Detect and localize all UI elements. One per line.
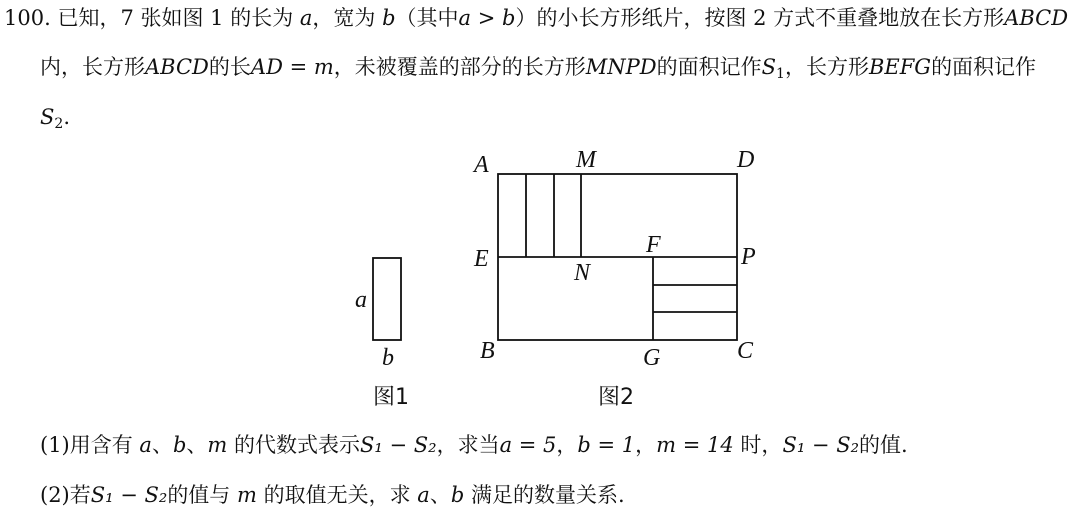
problem-number: 100 bbox=[4, 6, 45, 30]
vertex-N: N bbox=[574, 260, 591, 286]
problem-line-3: $S_2$. bbox=[40, 105, 70, 132]
vertex-A: A bbox=[474, 152, 489, 178]
vertex-C: C bbox=[737, 338, 754, 364]
label-a: a bbox=[355, 287, 367, 313]
vertex-F: F bbox=[646, 232, 661, 258]
problem-line-2: 内，长方形ABCD的长AD = m，未被覆盖的部分的长方形MNPD的面积记作$S_1$，长方形BEFG的面积记作 bbox=[40, 55, 1037, 82]
vertex-E: E bbox=[474, 246, 489, 272]
vertex-B: B bbox=[480, 338, 495, 364]
figure-2 bbox=[472, 147, 756, 410]
figure-1-caption: 图1 bbox=[373, 385, 409, 410]
small-rectangle bbox=[373, 258, 401, 340]
problem-line-1: 100. 已知，7 张如图 1 的长为 a，宽为 b（其中a > b）的小长方形纸片，按图 2 方式不重叠地放在长方形ABCD bbox=[4, 6, 1069, 30]
figure-1 bbox=[355, 258, 409, 410]
figure-2-caption: 图2 bbox=[598, 385, 634, 410]
vertex-M: M bbox=[576, 147, 596, 173]
question-1: (1)用含有 a、b、m 的代数式表示S₁ − S₂，求当a = 5，b = 1，m = 14 时，S₁ − S₂的值. bbox=[40, 433, 908, 457]
vertex-P: P bbox=[741, 244, 756, 270]
vertex-D: D bbox=[737, 147, 755, 173]
vertex-G: G bbox=[643, 345, 661, 371]
label-b: b bbox=[382, 345, 394, 371]
question-2: (2)若S₁ − S₂的值与 m 的取值无关，求 a、b 满足的数量关系. bbox=[40, 483, 625, 507]
